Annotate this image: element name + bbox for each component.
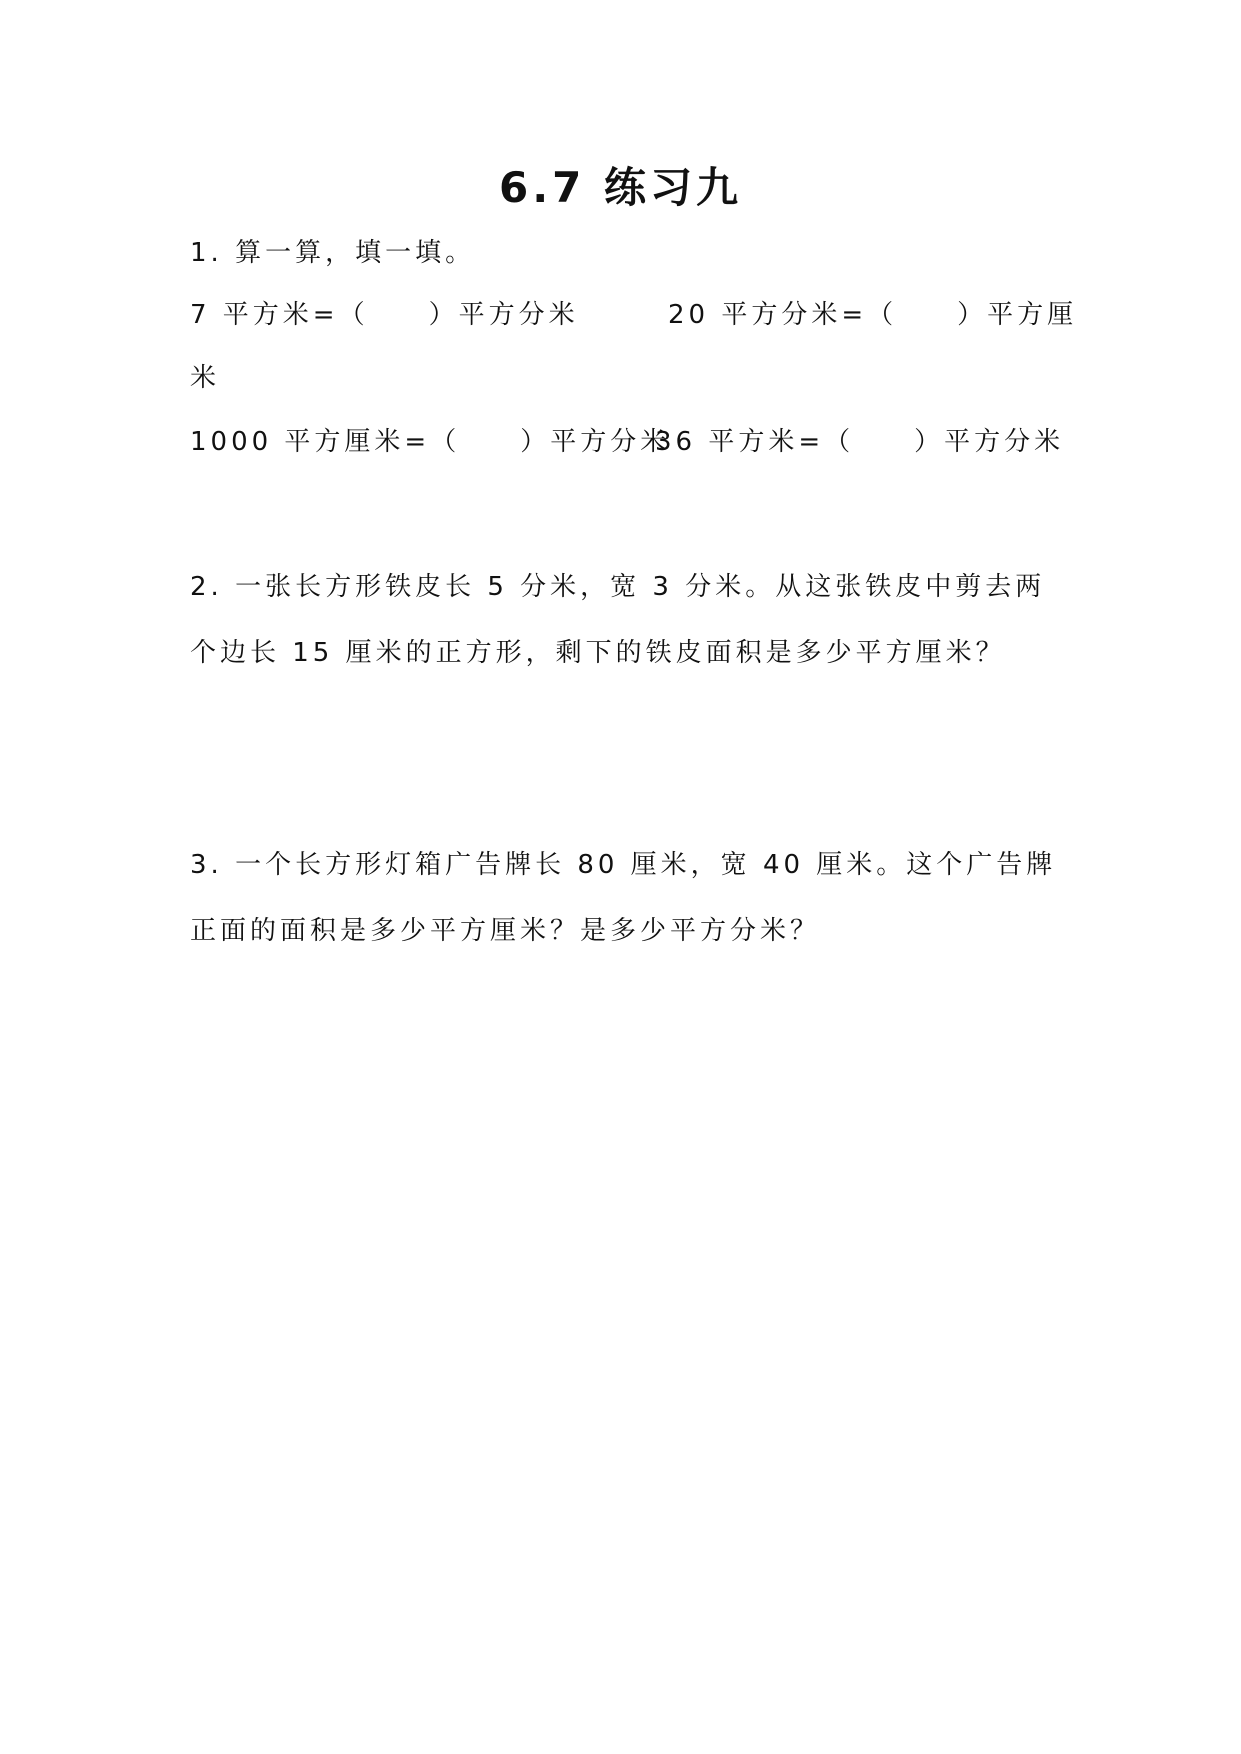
question-1-heading: 1. 算一算，填一填。 [190,238,476,268]
page-title: 6.7 练习九 [498,163,743,212]
question-2: 2. 一张长方形铁皮长 5 分米，宽 3 分米。从这张铁皮中剪去两个边长 15 厘米的正方形，剩下的铁皮面积是多少平方厘米？ [190,572,1046,668]
question-1-item-b-wrap: 米 [190,363,221,393]
question-1-item-d: 36 平方米=（ ）平方分米 [655,427,1065,457]
question-3: 3. 一个长方形灯箱广告牌长 80 厘米，宽 40 厘米。这个广告牌正面的面积是多少平方厘米？是多少平方分米？ [190,850,1057,946]
question-1-item-b: 20 平方分米=（ ）平方厘 [668,300,1078,330]
question-1-item-c: 1000 平方厘米=（ ）平方分米 [190,427,671,457]
question-1-item-a: 7 平方米=（ ）平方分米 [190,300,579,330]
